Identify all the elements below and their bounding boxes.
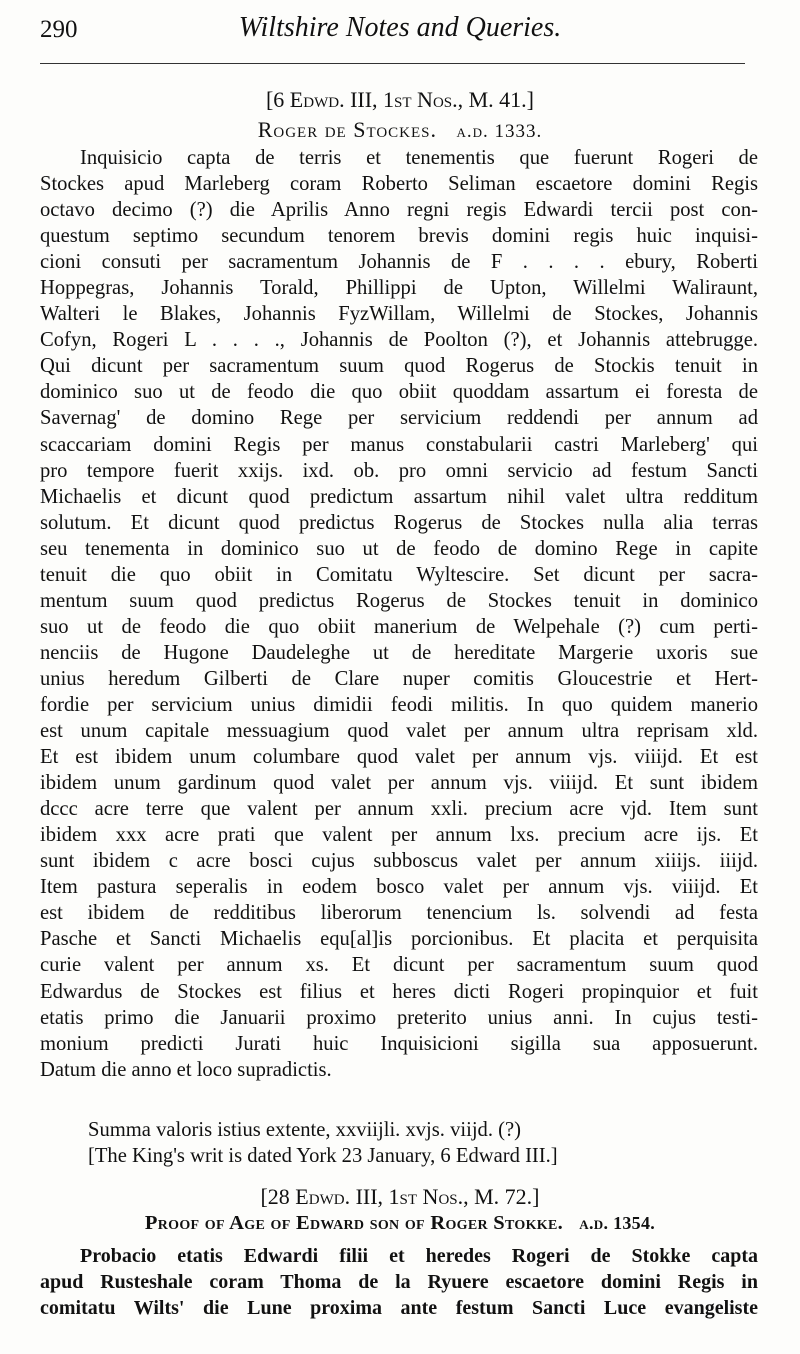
page-number: 290 — [40, 16, 78, 43]
section2-date: a.d. 1354. — [579, 1213, 656, 1233]
text-line: Hoppegras, Johannis Torald, Phillippi de Upton, Willelmi Waliraunt, — [40, 277, 758, 300]
text-line: dominico suo ut de feodo die quo obiit quoddam assartum ei foresta de — [40, 381, 758, 404]
text-line: nenciis de Hugone Daudeleghe ut de hereditate Margerie uxoris sue — [40, 641, 758, 664]
text-line: fordie per servicium unius dimidii feodi militis. In quo quidem manerio — [40, 693, 758, 716]
header-rule — [40, 63, 745, 64]
text-line: Walteri le Blakes, Johannis FyzWillam, Willelmi de Stockes, Johannis — [40, 303, 758, 326]
text-line: monium predicti Jurati huic Inquisicioni sigilla sua apposuerunt. — [40, 1032, 758, 1055]
text-line: etatis primo die Januarii proximo preterito unius anni. In cujus testi- — [40, 1006, 758, 1029]
text-line: Cofyn, Rogeri L . . . ., Johannis de Poolton (?), et Johannis attebrugge. — [40, 329, 758, 352]
section1-reference-text: [6 Edwd. III, 1st Nos., M. 41.] — [265, 87, 535, 112]
text-line: suo ut de feodo die quo obiit manerium de Welpehale (?) cum perti- — [40, 615, 758, 638]
text-line: Qui dicunt per sacramentum suum quod Rogerus de Stockis tenuit in — [40, 355, 758, 378]
text-line: comitatu Wilts' die Lune proxima ante festum Sancti Luce evangeliste — [40, 1297, 758, 1320]
text-line: solutum. Et dicunt quod predictus Rogerus de Stockes nulla alia terras — [40, 511, 758, 534]
text-line: Edwardus de Stockes est filius et heres dicti Rogeri propinquior et fuit — [40, 980, 758, 1003]
summa-line: Summa valoris istius extente, xxviijli. xvjs. viijd. (?) — [88, 1119, 522, 1141]
text-line: ibidem xxx acre prati que valent per annum lxs. precium acre ijs. Et — [40, 824, 758, 847]
text-line: questum septimo secundum tenorem brevis domini regis huic inquisi- — [40, 225, 758, 248]
text-line: sunt ibidem c acre bosci cujus subboscus valet per annum xiiijs. iiijd. — [40, 850, 758, 873]
text-line: mentum suum quod predictus Rogerus de Stockes tenuit in dominico — [40, 589, 758, 612]
text-line: Savernag' de domino Rege per servicium reddendi per annum ad — [40, 407, 758, 430]
section2-body — [40, 1243, 758, 1321]
text-line: Pasche et Sancti Michaelis equ[al]is porcionibus. Et placita et perquisita — [40, 928, 758, 951]
text-line: pro tempore fuerit xxijs. ixd. ob. pro omni servicio ad festum Sancti — [40, 459, 758, 482]
text-line: unius heredum Gilberti de Clare nuper comitis Gloucestrie et Hert- — [40, 667, 758, 690]
running-title: Wiltshire Notes and Queries. — [238, 12, 562, 43]
section1-reference — [0, 87, 800, 113]
text-line: apud Rusteshale coram Thoma de la Ryuere escaetore domini Regis in — [40, 1271, 758, 1294]
text-line: Probacio etatis Edwardi filii et heredes Rogeri de Stokke capta — [80, 1245, 758, 1267]
text-line: Michaelis et dicunt quod predictum assartum nihil valet ultra redditum — [40, 485, 758, 508]
text-line: Datum die anno et loco supradictis. — [40, 1058, 332, 1081]
section2-title: Proof of Age of Edward son of Roger Stokke. — [144, 1212, 564, 1234]
section1-heading — [0, 117, 800, 143]
section2-reference — [0, 1184, 800, 1210]
text-line: curie valent per annum xs. Et dicunt per sacramentum suum quod — [40, 954, 758, 977]
text-line: est unum capitale messuagium quod valet per annum ultra reprisam xld. — [40, 720, 758, 743]
section1-title: Roger de Stockes. — [257, 117, 438, 142]
text-line: seu tenementa in dominico suo ut de feodo de domino Rege in capite — [40, 537, 758, 560]
section2-heading — [0, 1212, 800, 1235]
section1-date: a.d. 1333. — [456, 121, 543, 142]
text-line: octavo decimo (?) die Aprilis Anno regni regis Edwardi tercii post con- — [40, 199, 758, 222]
text-line: dccc acre terre que valent per annum xxli. precium acre vjd. Item sunt — [40, 798, 758, 821]
text-line: Stockes apud Marleberg coram Roberto Seliman escaetore domini Regis — [40, 173, 758, 196]
text-line: est ibidem de redditibus liberorum tenencium ls. solvendi ad festa — [40, 902, 758, 925]
text-line: ibidem unum gardinum quod valet per annum vjs. viiijd. Et sunt ibidem — [40, 772, 758, 795]
writ-note: [The King's writ is dated York 23 January, 6 Edward III.] — [88, 1145, 558, 1167]
text-line: cioni consuti per sacramentum Johannis de F . . . . ebury, Roberti — [40, 251, 758, 274]
section1-body — [40, 145, 758, 1083]
text-line: Et est ibidem unum columbare quod valet per annum vjs. viiijd. Et est — [40, 746, 758, 769]
text-line: Item pastura seperalis in eodem bosco valet per annum vjs. viiijd. Et — [40, 876, 758, 899]
text-line: scaccariam domini Regis per manus constabularii castri Marleberg' qui — [40, 433, 758, 456]
text-line: tenuit die quo obiit in Comitatu Wyltescire. Set dicunt per sacra- — [40, 563, 758, 586]
text-line: Inquisicio capta de terris et tenementis que fuerunt Rogeri de — [80, 147, 758, 169]
section2-reference-text: [28 Edwd. III, 1st Nos., M. 72.] — [260, 1184, 540, 1209]
